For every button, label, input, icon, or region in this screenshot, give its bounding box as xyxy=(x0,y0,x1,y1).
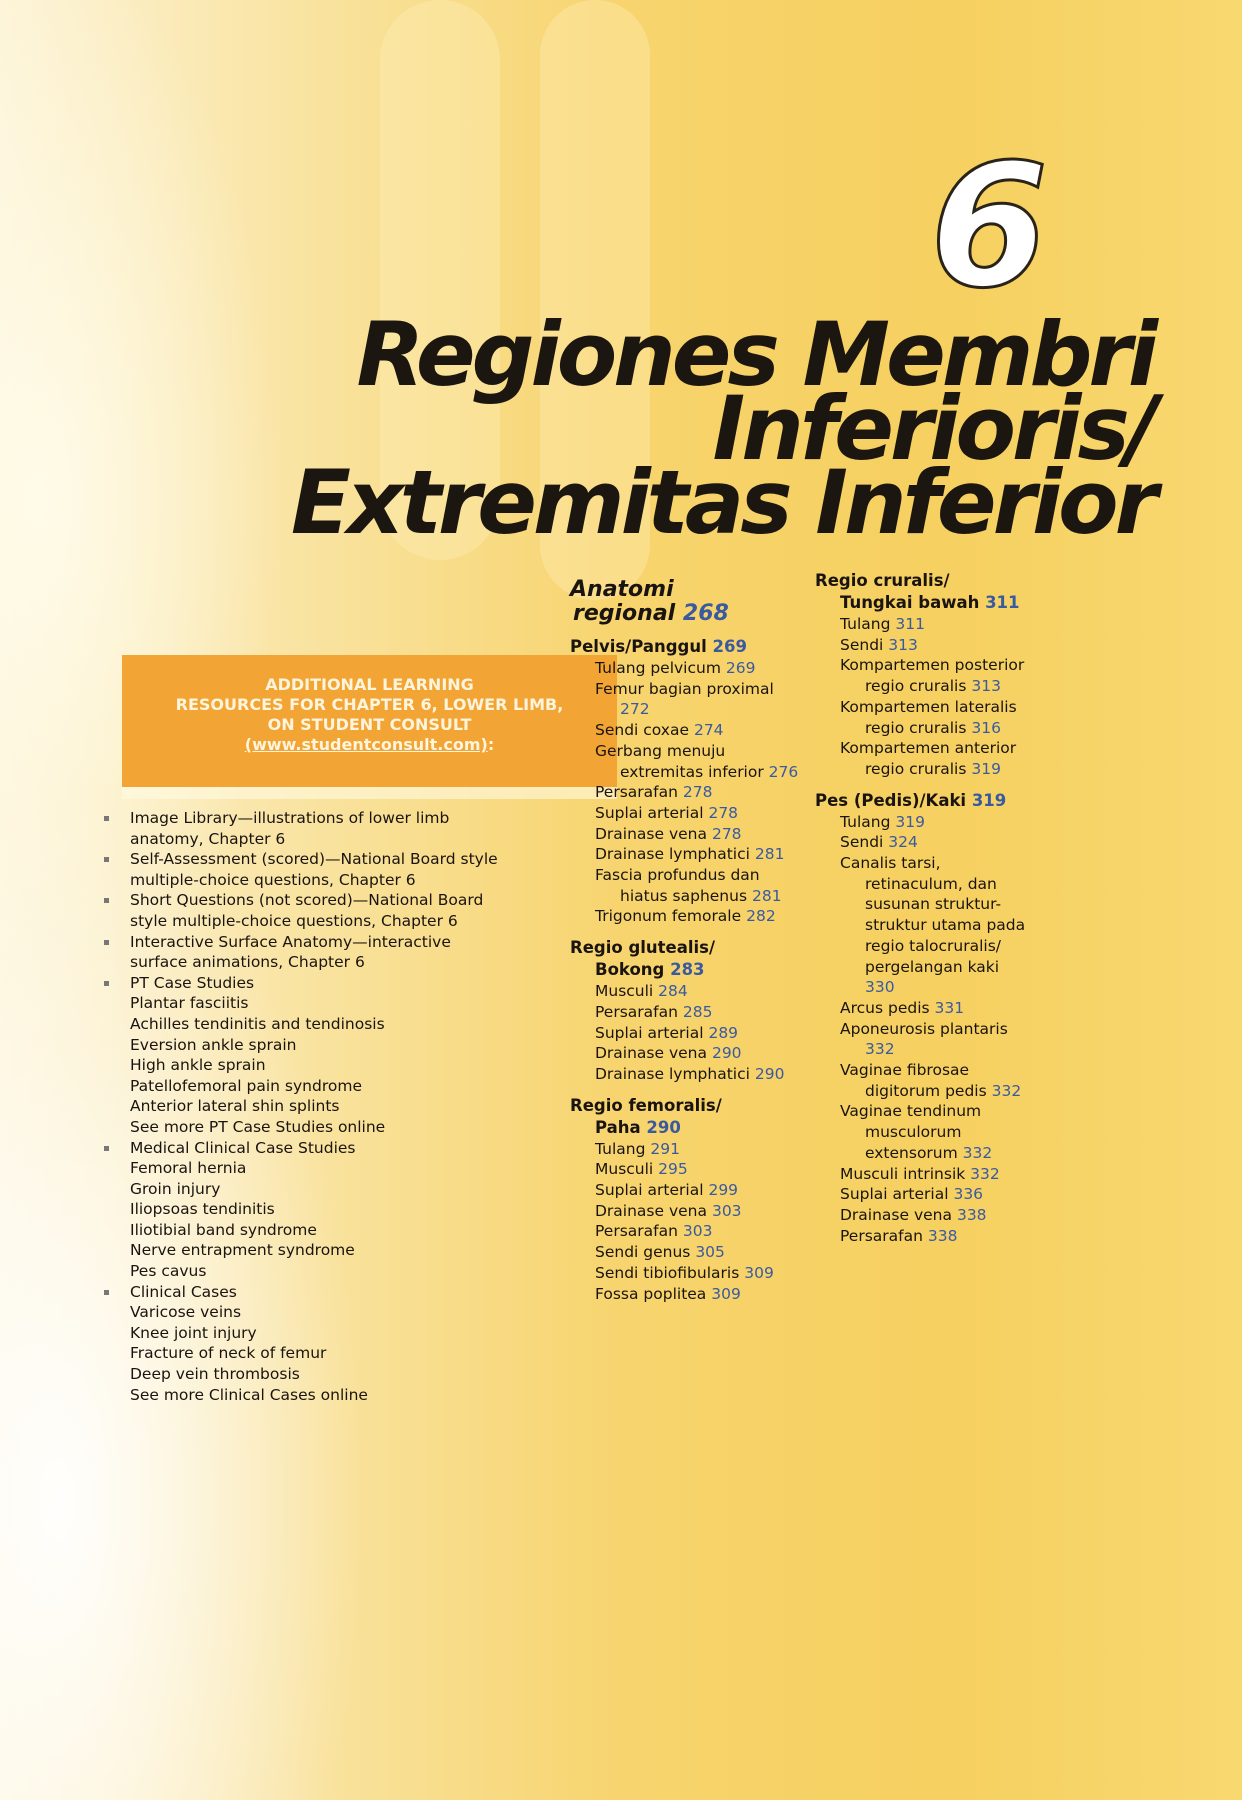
toc-entry[interactable] xyxy=(570,679,805,720)
toc-entry-text: Drainase vena xyxy=(595,1044,708,1063)
toc-entry[interactable] xyxy=(570,658,805,679)
chapter-title-line2: Inferioris/ xyxy=(712,377,1154,480)
section-title: Regio femoralis/ xyxy=(570,1095,722,1115)
toc-entry-text: Suplai arterial xyxy=(840,1185,949,1204)
toc-section-heading[interactable] xyxy=(570,1095,805,1139)
toc-entry[interactable] xyxy=(815,738,1030,779)
toc-entry[interactable] xyxy=(570,1263,805,1284)
page-number: 309 xyxy=(744,1263,774,1282)
toc-entry-text: Persarafan xyxy=(595,1002,678,1021)
toc-main-line1: Anatomi xyxy=(570,577,674,602)
toc-entry-text: Sendi genus xyxy=(595,1243,691,1262)
section-title-cont xyxy=(570,1117,805,1139)
resource-subitem: High ankle sprain xyxy=(130,1056,266,1075)
resource-subitem: Plantar fasciitis xyxy=(130,994,249,1013)
page-number: 338 xyxy=(956,1205,987,1224)
page-number: 274 xyxy=(693,721,724,740)
section-title-cont xyxy=(570,959,805,981)
toc-entry[interactable] xyxy=(570,1201,805,1222)
resource-subitem: Patellofemoral pain syndrome xyxy=(130,1076,362,1095)
section-title: Pelvis/Panggul xyxy=(570,637,707,656)
section-title: Regio cruralis/ xyxy=(815,571,950,590)
page-number: 278 xyxy=(708,803,739,822)
section-title-cont-text: Paha xyxy=(595,1117,641,1137)
toc-entry[interactable] xyxy=(570,981,805,1002)
toc-entry-text: Persarafan xyxy=(840,1226,923,1245)
page-number: 338 xyxy=(927,1226,958,1245)
toc-entry-text: Trigonum femorale xyxy=(595,907,742,926)
page-number: 295 xyxy=(658,1160,688,1179)
resources-list xyxy=(100,808,500,1405)
toc-entry[interactable] xyxy=(815,1164,1030,1185)
page-number: 324 xyxy=(888,833,918,852)
toc-entry-text: Suplai arterial xyxy=(595,1181,704,1200)
toc-entry-text: Drainase lymphatici xyxy=(595,1064,750,1083)
toc-entry[interactable] xyxy=(570,1221,805,1242)
resource-label: PT Case Studies xyxy=(130,973,255,992)
toc-entry-text: Gerbang menuju extremitas inferior xyxy=(595,741,764,781)
toc-column-right xyxy=(815,570,1030,1246)
colon: : xyxy=(487,735,495,754)
page-number: 278 xyxy=(682,783,713,802)
resource-subitem: Deep vein thrombosis xyxy=(130,1365,300,1384)
toc-entry-text: Tulang xyxy=(840,812,891,831)
toc-entry-text: Vaginae tendinum musculorum extensorum xyxy=(840,1102,982,1162)
toc-entry-text: Kompartemen anterior regio cruralis xyxy=(840,739,1017,778)
page-number: 319 xyxy=(895,812,925,831)
section-title: Pes (Pedis)/Kaki xyxy=(815,790,967,810)
page-number: 305 xyxy=(695,1243,725,1262)
toc-entry-text: Persarafan xyxy=(595,783,678,802)
toc-entry-text: Suplai arterial xyxy=(595,1023,704,1042)
toc-entry[interactable] xyxy=(570,803,805,824)
resource-item xyxy=(100,973,500,1138)
resource-subitem: Anterior lateral shin splints xyxy=(130,1097,340,1116)
page-number: 303 xyxy=(711,1201,742,1220)
resource-subitem: Femoral hernia xyxy=(130,1159,247,1178)
toc-entry[interactable] xyxy=(815,614,1030,635)
toc-entry-text: Canalis tarsi, retinaculum, dan susunan struktur-struktur utama pada regio talocruralis/ pergelangan kaki xyxy=(840,854,1026,976)
page-number: 284 xyxy=(658,982,688,1001)
resource-item xyxy=(100,890,500,931)
toc-entry[interactable] xyxy=(815,697,1030,738)
page-number: 285 xyxy=(682,1002,713,1021)
toc-section-heading[interactable] xyxy=(815,570,1030,614)
page-number: 291 xyxy=(650,1139,680,1158)
page-number: 281 xyxy=(751,886,782,905)
student-consult-link[interactable]: (www.studentconsult.com) xyxy=(244,735,488,754)
toc-entry-text: Sendi coxae xyxy=(595,721,690,740)
toc-entry-text: Sendi xyxy=(840,635,884,654)
page-number: 290 xyxy=(754,1064,785,1083)
page-number: 332 xyxy=(991,1081,1022,1100)
resource-item xyxy=(100,1282,500,1406)
page-number: 289 xyxy=(708,1023,739,1042)
page-number: 282 xyxy=(746,907,776,926)
resource-subitem: Pes cavus xyxy=(130,1262,207,1281)
resource-item xyxy=(100,849,500,890)
page-number: 330 xyxy=(865,978,895,997)
resource-label: Self-Assessment (scored)—National Board style multiple-choice questions, Chapter 6 xyxy=(130,850,498,889)
toc-entry-text: Sendi tibiofibularis xyxy=(595,1263,740,1282)
toc-section-heading[interactable] xyxy=(570,937,805,981)
toc-entry-text: Tulang pelvicum xyxy=(595,659,721,677)
section-title-cont-text: Tungkai bawah xyxy=(840,593,980,612)
toc-entry-text: Drainase vena xyxy=(840,1205,953,1224)
resource-item xyxy=(100,932,500,973)
resource-subitem: Achilles tendinitis and tendinosis xyxy=(130,1014,385,1033)
toc-entry[interactable] xyxy=(815,1060,1030,1101)
resources-header xyxy=(122,655,617,787)
toc-entry-text: Arcus pedis xyxy=(840,998,930,1017)
page-number: 269 xyxy=(712,637,747,656)
toc-entry-text: Musculi xyxy=(595,1160,654,1179)
page-number: 316 xyxy=(971,718,1001,737)
toc-entry-text: Kompartemen posterior regio cruralis xyxy=(840,656,1025,696)
toc-entry-text: Vaginae fibrosae digitorum pedis xyxy=(840,1061,987,1100)
page-number: 311 xyxy=(895,615,925,633)
page-number: 281 xyxy=(754,845,785,864)
toc-entry[interactable] xyxy=(815,853,1030,998)
toc-entry-text: Tulang xyxy=(595,1139,646,1158)
resources-header-line: ADDITIONAL LEARNING xyxy=(265,675,474,694)
resource-label: Interactive Surface Anatomy—interactive surface animations, Chapter 6 xyxy=(130,932,451,972)
page-number: 290 xyxy=(711,1044,742,1063)
toc-entry-text: Drainase vena xyxy=(595,824,708,843)
resource-label: Short Questions (not scored)—National Board style multiple-choice questions, Chapter 6 xyxy=(130,891,484,930)
section-title-cont xyxy=(815,592,1030,614)
toc-entry-text: Musculi intrinsik xyxy=(840,1164,966,1183)
toc-entry-text: Fossa poplitea xyxy=(595,1284,707,1303)
toc-column-middle xyxy=(570,578,805,1304)
toc-entry[interactable] xyxy=(570,1064,805,1085)
toc-main-heading[interactable] xyxy=(570,578,805,626)
page-number: 272 xyxy=(620,700,650,719)
toc-entry[interactable] xyxy=(570,1043,805,1064)
toc-entry[interactable] xyxy=(570,865,805,906)
toc-entry[interactable] xyxy=(570,1002,805,1023)
resource-item xyxy=(100,1138,500,1282)
page-number: 290 xyxy=(646,1117,681,1137)
resource-item xyxy=(100,808,500,849)
page-number: 319 xyxy=(971,790,1007,810)
page-number: 276 xyxy=(768,762,799,781)
toc-entry[interactable] xyxy=(815,635,1030,656)
page-number: 269 xyxy=(725,659,756,677)
toc-entry[interactable] xyxy=(570,844,805,865)
resource-subitem: Nerve entrapment syndrome xyxy=(130,1241,355,1260)
chapter-title-line3: Extremitas Inferior xyxy=(290,451,1154,554)
toc-main-label: regional xyxy=(573,601,676,626)
resource-subitem: See more PT Case Studies online xyxy=(130,1117,386,1136)
toc-entry[interactable] xyxy=(815,655,1030,696)
resource-label: Clinical Cases xyxy=(130,1282,237,1301)
toc-entry[interactable] xyxy=(570,1180,805,1201)
resource-subitem: Eversion ankle sprain xyxy=(130,1035,297,1054)
page-number: 278 xyxy=(711,824,742,843)
toc-entry-text: Musculi xyxy=(595,982,654,1001)
toc-entry[interactable] xyxy=(570,1139,805,1160)
resource-subitem: Iliopsoas tendinitis xyxy=(130,1200,275,1219)
page-number: 309 xyxy=(711,1284,741,1303)
toc-section-heading[interactable] xyxy=(815,790,1030,812)
toc-entry[interactable] xyxy=(570,1159,805,1180)
page-number: 303 xyxy=(682,1222,713,1241)
page-number: 332 xyxy=(962,1143,993,1162)
toc-entry[interactable] xyxy=(815,1205,1030,1226)
resource-subitem: Iliotibial band syndrome xyxy=(130,1220,317,1239)
page-number: 311 xyxy=(985,593,1020,612)
toc-entry[interactable] xyxy=(815,1019,1030,1060)
toc-entry-text: Drainase vena xyxy=(595,1201,708,1220)
toc-entry[interactable] xyxy=(570,906,805,927)
toc-entry-text: Persarafan xyxy=(595,1222,678,1241)
toc-entry[interactable] xyxy=(570,782,805,803)
toc-entry[interactable] xyxy=(815,1101,1030,1163)
toc-entry-text: Fascia profundus dan hiatus saphenus xyxy=(595,866,760,905)
toc-entry[interactable] xyxy=(570,824,805,845)
toc-entry[interactable] xyxy=(815,998,1030,1019)
toc-entry-text: Drainase lymphatici xyxy=(595,845,750,864)
chapter-number: 6 xyxy=(930,128,1041,326)
toc-entry[interactable] xyxy=(570,720,805,741)
resource-label: Image Library—illustrations of lower limb anatomy, Chapter 6 xyxy=(130,809,450,848)
toc-entry[interactable] xyxy=(570,1023,805,1044)
page-number: 283 xyxy=(670,960,705,980)
resource-subitem: Fracture of neck of femur xyxy=(130,1344,327,1363)
toc-entry[interactable] xyxy=(815,812,1030,833)
resource-subitem: Knee joint injury xyxy=(130,1323,257,1342)
toc-entry[interactable] xyxy=(815,832,1030,853)
toc-entry-text: Tulang xyxy=(840,615,891,633)
toc-entry[interactable] xyxy=(815,1226,1030,1247)
resources-header-line: ON STUDENT CONSULT xyxy=(267,715,472,734)
resource-subitem: Varicose veins xyxy=(130,1303,242,1322)
resources-box-lower xyxy=(122,787,617,799)
page-number: 336 xyxy=(953,1185,984,1204)
toc-entry-text: Sendi xyxy=(840,833,884,852)
toc-section-heading[interactable] xyxy=(570,636,805,658)
toc-entry[interactable] xyxy=(570,741,805,782)
toc-entry-text: Femur bagian proximal xyxy=(595,679,774,698)
page-number: 299 xyxy=(708,1181,739,1200)
page-number: 332 xyxy=(970,1164,1000,1183)
toc-entry-text: Aponeurosis plantaris xyxy=(840,1019,1008,1038)
page-number: 332 xyxy=(865,1040,895,1059)
resource-subitem: Groin injury xyxy=(130,1179,221,1198)
chapter-title-line1: Regiones Membri xyxy=(356,303,1154,406)
toc-entry[interactable] xyxy=(570,1242,805,1263)
resource-subitem: See more Clinical Cases online xyxy=(130,1385,368,1404)
section-title: Regio glutealis/ xyxy=(570,938,716,958)
page-number: 331 xyxy=(934,998,965,1017)
toc-entry-text: Suplai arterial xyxy=(595,803,704,822)
page-number: 313 xyxy=(888,635,918,654)
toc-entry-text: Kompartemen lateralis regio cruralis xyxy=(840,697,1017,737)
toc-entry[interactable] xyxy=(815,1184,1030,1205)
toc-main-line2 xyxy=(570,602,805,626)
resource-label: Medical Clinical Case Studies xyxy=(130,1138,356,1157)
section-title-cont-text: Bokong xyxy=(595,960,665,980)
resources-header-line: RESOURCES FOR CHAPTER 6, LOWER LIMB, xyxy=(175,695,564,714)
page-number: 313 xyxy=(971,677,1001,696)
page-number: 268 xyxy=(682,601,729,626)
page-number: 319 xyxy=(971,759,1001,778)
toc-entry[interactable] xyxy=(570,1284,805,1305)
